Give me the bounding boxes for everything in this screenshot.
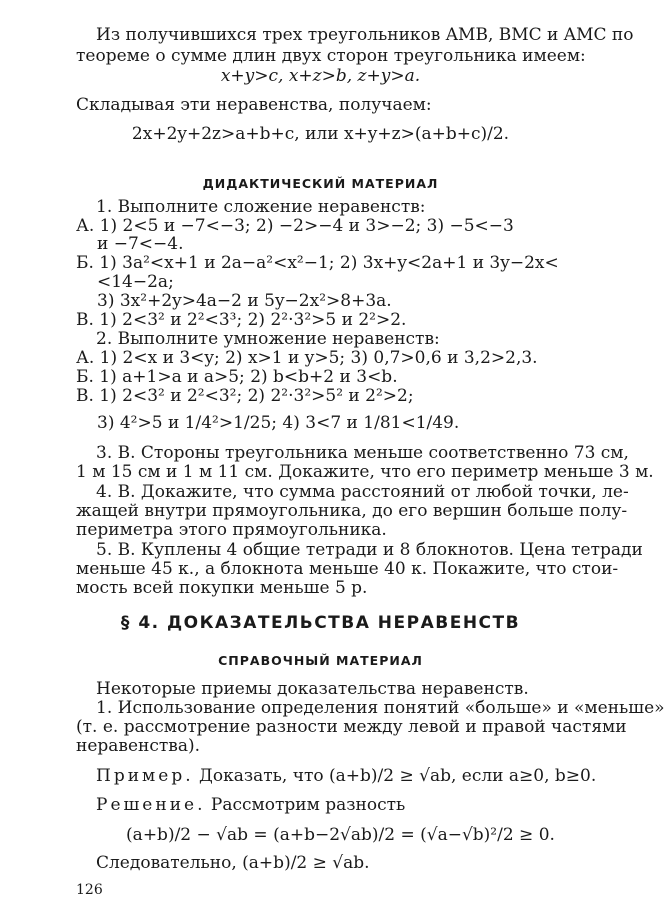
task2-title: 2. Выполните умножение неравенств:	[96, 329, 440, 349]
task2-v-line2: 3) 4²>5 и 1/4²>1/25; 4) 3<7 и 1/81<1/49.	[97, 413, 460, 433]
adding-formula: 2x+2y+2z>a+b+c, или x+y+z>(a+b+c)/2.	[131, 124, 510, 144]
example-text: Доказать, что (a+b)/2 ≥ √ab, если a≥0, b≥0.	[199, 766, 597, 786]
section-title: § 4. ДОКАЗАТЕЛЬСТВА НЕРАВЕНСТВ	[120, 613, 521, 633]
task4-line1: 4. В. Докажите, что сумма расстояний от любой точки, ле-	[96, 482, 629, 502]
solution-label: Решение.	[96, 795, 206, 815]
task1-v-line1: В. 1) 2<3² и 2²<3³; 2) 2²·3²>5 и 2²>2.	[76, 310, 407, 330]
adding-line: Складывая эти неравенства, получаем:	[76, 95, 432, 115]
method1-line3: неравенства).	[76, 736, 201, 756]
section-subheading: СПРАВОЧНЫЙ МАТЕРИАЛ	[218, 653, 423, 668]
task1-a-line1: А. 1) 2<5 и −7<−3; 2) −2>−4 и 3>−2; 3) −5<−3	[76, 216, 514, 236]
task1-title: 1. Выполните сложение неравенств:	[96, 197, 426, 217]
task2-v-line1: В. 1) 2<3² и 2²<3²; 2) 2²·3²>5² и 2²>2;	[76, 386, 414, 406]
method1-line2: (т. е. рассмотрение разности между левой и правой частями	[76, 717, 627, 737]
section-intro: Некоторые приемы доказательства неравенств.	[96, 679, 529, 699]
task3-line1: 3. В. Стороны треугольника меньше соответственно 73 см,	[96, 443, 629, 463]
method1-line1: 1. Использование определения понятий «больше» и «меньше»	[96, 698, 665, 718]
intro-formula: x+y>c, x+z>b, z+y>a.	[220, 66, 421, 86]
task4-line3: периметра этого прямоугольника.	[76, 520, 387, 540]
solution-line	[96, 795, 405, 815]
example-line	[96, 766, 596, 786]
conclusion-line: Следовательно, (a+b)/2 ≥ √ab.	[96, 853, 370, 873]
intro-line-1: Из получившихся трех треугольников AMB, BMC и AMC по	[96, 25, 634, 45]
page-number: 126	[76, 882, 103, 898]
didactic-heading: ДИДАКТИЧЕСКИЙ МАТЕРИАЛ	[202, 176, 439, 191]
task3-line2: 1 м 15 см и 1 м 11 см. Докажите, что его периметр меньше 3 м.	[76, 462, 654, 482]
task5-line3: мость всей покупки меньше 5 р.	[76, 578, 368, 598]
solution-text: Рассмотрим разность	[210, 795, 406, 815]
task5-line1: 5. В. Куплены 4 общие тетради и 8 блокнотов. Цена тетради	[96, 540, 643, 560]
task2-b-line: Б. 1) a+1>a и a>5; 2) b<b+2 и 3<b.	[76, 367, 398, 387]
task1-b-line3: 3) 3x²+2y>4a−2 и 5y−2x²>8+3a.	[97, 291, 392, 311]
solution-formula: (a+b)/2 − √ab = (a+b−2√ab)/2 = (√a−√b)²/2 ≥ 0.	[126, 825, 555, 845]
task1-b-line1: Б. 1) 3a²<x+1 и 2a−a²<x²−1; 2) 3x+y<2a+1 и 3y−2x<	[76, 253, 559, 273]
task1-b-line2: <14−2a;	[97, 272, 174, 292]
task5-line2: меньше 45 к., а блокнота меньше 40 к. Покажите, что стои-	[76, 559, 619, 579]
task1-a-line2: и −7<−4.	[97, 234, 184, 254]
task4-line2: жащей внутри прямоугольника, до его вершин больше полу-	[76, 501, 628, 521]
intro-line-2: теореме о сумме длин двух сторон треугольника имеем:	[76, 46, 586, 66]
example-label: Пример.	[96, 766, 194, 786]
task2-a-line: А. 1) 2<x и 3<y; 2) x>1 и y>5; 3) 0,7>0,6 и 3,2>2,3.	[76, 348, 538, 368]
